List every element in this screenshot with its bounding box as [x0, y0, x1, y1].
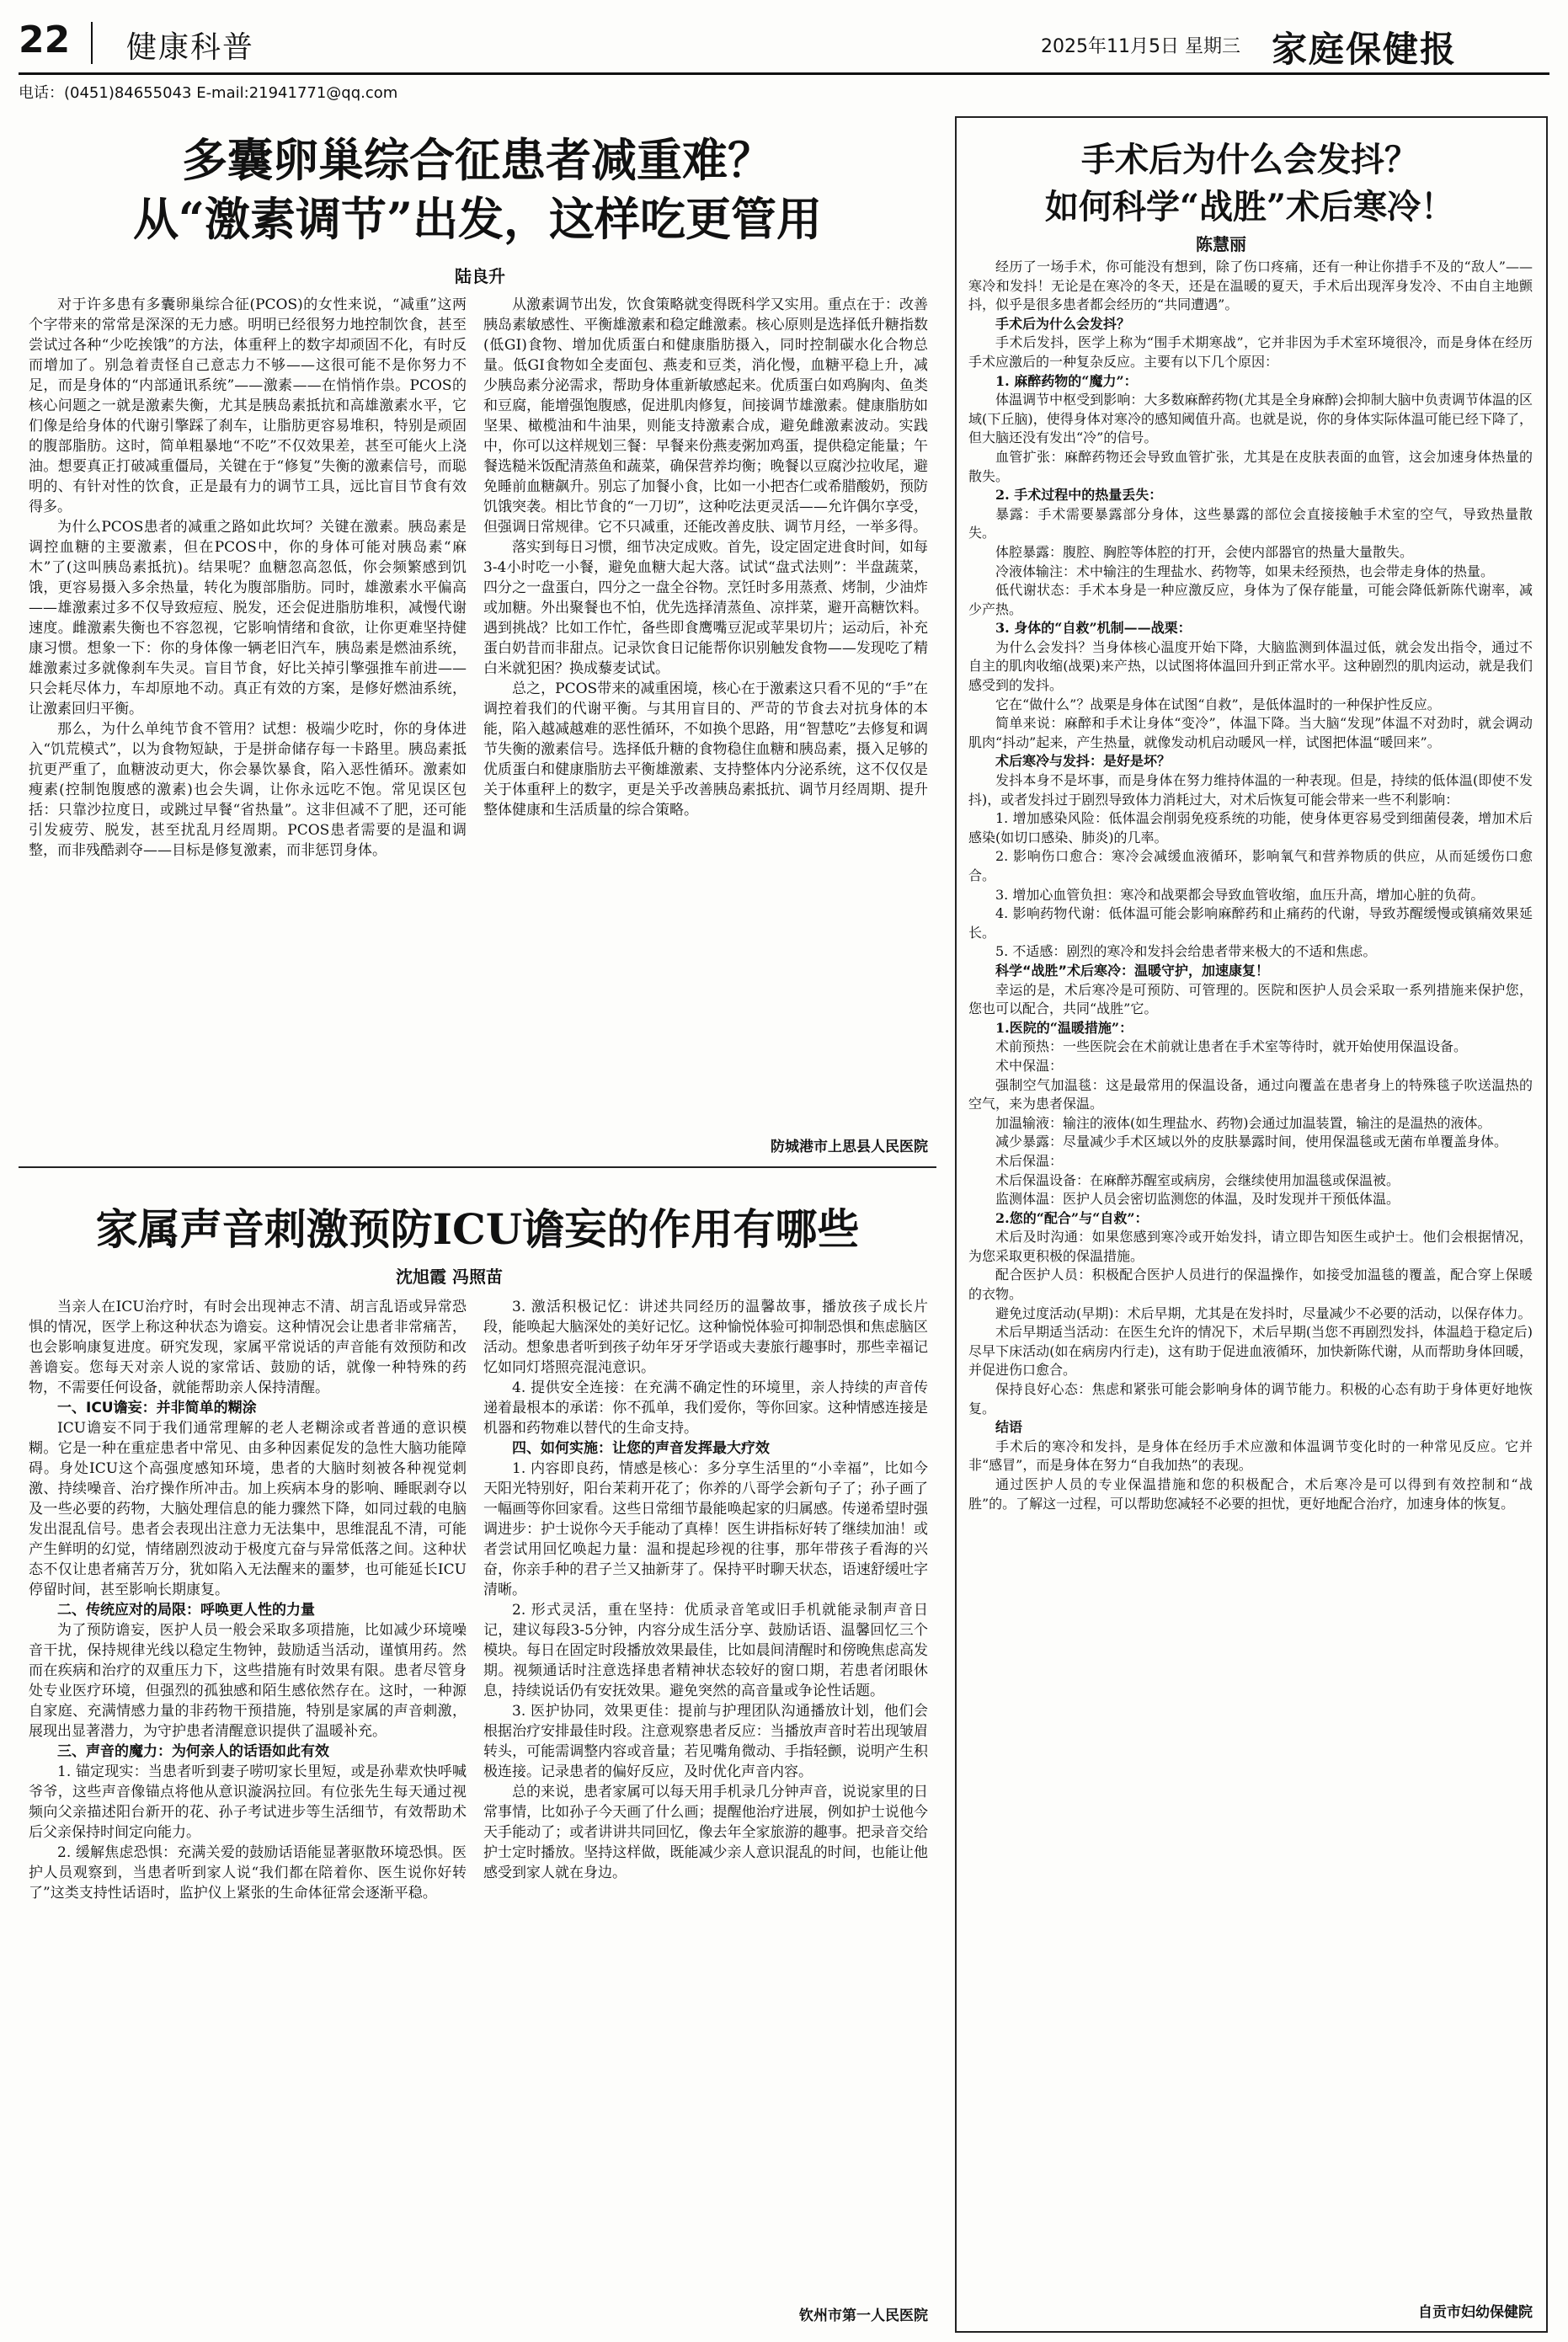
- header-rule: [19, 72, 1549, 75]
- article2-column-2: [483, 1297, 928, 2303]
- paragraph: 手术后的寒冷和发抖，是身体在经历手术应激和体温调节变化时的一种常见反应。它并非“感冒”，而是身体在努力“自我加热”的表现。: [968, 1438, 1533, 1474]
- article1-title-line2: 从“激素调节”出发，这样吃更管用: [132, 192, 823, 246]
- paragraph: 通过医护人员的专业保温措施和您的积极配合，术后寒冷是可以得到有效控制和“战胜”的。了解这一过程，可以帮助您减轻不必要的担忧，更好地配合治疗，加速身体的恢复。: [968, 1476, 1533, 1512]
- paragraph: 保持良好心态：焦虑和紧张可能会影响身体的调节能力。积极的心态有助于身体更好地恢复。: [968, 1381, 1533, 1416]
- paragraph: 1. 内容即良药，情感是核心：多分享生活里的“小幸福”，比如今天阳光特别好，阳台茉莉开花了；你养的八哥学会新句子了；孙子画了一幅画等你回家看。这些日常细节最能唤起家的归属感。传递希望时强调进步：护士说你今天手能动了真棒！医生讲指标好转了继续加油！或者尝试用回忆唤起力量：温和提起珍视的往事，那年带孩子看海的兴奋，你亲手种的君子兰又抽新芽了。保持平时聊天状态，语速舒缓吐字清晰。: [483, 1460, 928, 1598]
- article2-column-1: [29, 1297, 467, 2329]
- paragraph: 1. 锚定现实：当患者听到妻子唠叨家长里短，或是孙辈欢快呼喊爷爷，这些声音像锚点将他从意识漩涡拉回。有位张先生每天通过视频向父亲描述阳台新开的花、孙子考试进步等生活细节，有效帮助术后父亲保持时间定向能力。: [29, 1763, 467, 1841]
- article1-footer: [483, 1137, 928, 1159]
- paragraph: 为了预防谵妄，医护人员一般会采取多项措施，比如减少环境噪音干扰，保持规律光线以稳定生物钟，鼓励适当活动，谨慎用药。然而在疾病和治疗的双重压力下，这些措施有时效果有限。患者尽管身处专业医疗环境，但强烈的孤独感和陌生感依然存在。这时，一种源自家庭、充满情感力量的非药物干预措施，特别是家属的声音刺激，展现出显著潜力，为守护患者清醒意识提供了温暖补充。: [29, 1622, 467, 1740]
- article3-title-line2: 如何科学“战胜”术后寒冷！: [1044, 187, 1454, 227]
- paragraph: 监测体温：医护人员会密切监测您的体温，及时发现并干预低体温。: [995, 1191, 1400, 1208]
- subheading: 科学“战胜”术后寒冷：温暖守护，加速康复！: [995, 962, 1270, 979]
- paragraph: 术后早期适当活动：在医生允许的情况下，术后早期(当您不再剧烈发抖，体温趋于稳定后)尽早下床活动(如在病房内行走)，这有助于促进血液循环，加快新陈代谢，从而帮助身体回暖，并促进伤口愈合。: [968, 1324, 1533, 1379]
- paragraph: 强制空气加温毯：这是最常用的保温设备，通过向覆盖在患者身上的特殊毯子吹送温热的空气，来为患者保温。: [968, 1076, 1533, 1112]
- article-divider: [19, 1166, 936, 1168]
- paragraph: 对于许多患有多囊卵巢综合征(PCOS)的女性来说，“减重”这两个字带来的常常是深深的无力感。明明已经很努力地控制饮食，甚至尝试过各种“少吃挨饿”的方法，体重秤上的数字却顽固不化，有时反而增加了。别急着责怪自己意志力不够——这很可能不是你努力不足，而是身体的“内部通讯系统”——激素——在悄悄作祟。PCOS的核心问题之一就是激素失衡，尤其是胰岛素抵抗和高雄激素水平，它们像是给身体的代谢引擎踩了刹车，让脂肪更容易堆积，特别是顽固的腹部脂肪。这时，简单粗暴地“不吃”不仅效果差，甚至可能火上浇油。想要真正打破减重僵局，关键在于“修复”失衡的激素信号，而聪明的、有针对性的饮食，正是最有力的调节工具，远比盲目节食有效得多。: [29, 296, 467, 515]
- article3-organization: 自贡市妇幼保健院: [1418, 2304, 1533, 2321]
- article2-author: 沈旭霞 冯照苗: [396, 1267, 503, 1287]
- paragraph: 总的来说，患者家属可以每天用手机录几分钟声音，说说家里的日常事情，比如孙子今天画了什么画；提醒他治疗进展，例如护士说他今天手能动了；或者讲讲共同回忆，像去年全家旅游的趣事。把录音交给护士定时播放。坚持这样做，既能减少亲人意识混乱的时间，也能让他感受到家人就在身边。: [483, 1784, 928, 1881]
- article2-organization: 钦州市第一人民医院: [799, 2307, 928, 2324]
- subheading: 3. 身体的“自救”机制——战栗：: [995, 620, 1192, 637]
- paragraph: 简单来说：麻醉和手术让身体“变冷”，体温下降。当大脑“发现”体温不对劲时，就会调动肌肉“抖动”起来，产生热量，就像发动机启动暖风一样，试图把体温“暖回来”。: [968, 715, 1533, 750]
- paragraph: 总之，PCOS带来的减重困境，核心在于激素这只看不见的“手”在调控着我们的代谢平衡。与其用盲目的、严苛的节食去对抗身体的本能，陷入越减越难的恶性循环，不如换个思路，用“智慧吃”去修复和调节失衡的激素信号。选择低升糖的食物稳住血糖和胰岛素，摄入足够的优质蛋白和健康脂肪去平衡雄激素、支持整体内分泌系统，这不仅仅是关于体重秤上的数字，更是关乎改善胰岛素抵抗、调节月经周期、提升整体健康和生活质量的综合策略。: [483, 680, 928, 819]
- subheading: 四、如何实施：让您的声音发挥最大疗效: [512, 1440, 770, 1457]
- paragraph: 血管扩张：麻醉药物还会导致血管扩张，尤其是在皮肤表面的血管，这会加速身体热量的散失。: [968, 448, 1533, 484]
- article1-organization: 防城港市上思县人民医院: [771, 1139, 928, 1155]
- contact-line: 电话：(0451)84655043 E-mail:21941771@qq.com: [19, 84, 398, 102]
- subheading: 2. 手术过程中的热量丢失：: [995, 487, 1163, 504]
- article2-title: 家属声音刺激预防ICU谵妄的作用有哪些: [95, 1204, 860, 1254]
- paragraph: 2. 缓解焦虑恐惧：充满关爱的鼓励话语能显著驱散环境恐惧。医护人员观察到，当患者听到家人说“我们都在陪着你、医生说你好转了”这类支持性话语时，监护仪上紧张的生命体征常会逐渐平稳。: [29, 1844, 467, 1902]
- paragraph: 手术后发抖，医学上称为“围手术期寒战”，它并非因为手术室环境很冷，而是身体在经历手术应激后的一种复杂反应。主要有以下几个原因：: [968, 334, 1533, 370]
- paragraph: 3. 医护协同，效果更佳：提前与护理团队沟通播放计划，他们会根据治疗安排最佳时段。注意观察患者反应：当播放声音时若出现皱眉转头，可能需调整内容或音量；若见嘴角微动、手指轻颤，说明产生积极连接。记录患者的偏好反应，及时优化声音内容。: [483, 1703, 928, 1780]
- issue-date: 2025年11月5日 星期三: [1041, 36, 1240, 57]
- article1-title-line1: 多囊卵巢综合征患者减重难？: [182, 133, 773, 187]
- paragraph: 4. 影响药物代谢：低体温可能会影响麻醉药和止痛药的代谢，导致苏醒缓慢或镇痛效果延长。: [968, 905, 1533, 941]
- paragraph: 幸运的是，术后寒冷是可预防、可管理的。医院和医护人员会采取一系列措施来保护您，您也可以配合，共同“战胜”它。: [968, 981, 1533, 1017]
- article1-column-2: [483, 295, 928, 1137]
- paragraph: 1. 增加感染风险：低体温会削弱免疫系统的功能，使身体更容易受到细菌侵袭，增加术后感染(如切口感染、肺炎)的几率。: [968, 810, 1533, 846]
- paragraph: 那么，为什么单纯节食不管用？试想：极端少吃时，你的身体进入“饥荒模式”，以为食物短缺，于是拼命储存每一卡路里。胰岛素抵抗更严重了，血糖波动更大，你会暴饮暴食，陷入恶性循环。激素如瘦素(控制饱腹感的激素)也会失调，让你永远吃不饱。常见误区包括：只靠沙拉度日，或跳过早餐“省热量”。这非但减不了肥，还可能引发疲劳、脱发，甚至扰乱月经周期。PCOS患者需要的是温和调整，而非残酷剥夺——目标是修复激素，而非惩罚身体。: [29, 721, 467, 859]
- subheading: 结语: [995, 1419, 1023, 1436]
- subheading: 手术后为什么会发抖？: [995, 315, 1131, 332]
- paragraph: 5. 不适感：剧烈的寒冷和发抖会给患者带来极大的不适和焦虑。: [995, 943, 1377, 960]
- paragraph: 体腔暴露：腹腔、胸腔等体腔的打开，会使内部器官的热量大量散失。: [995, 543, 1414, 560]
- paragraph: 术中保温：: [995, 1057, 1064, 1074]
- article2-footer: [483, 2306, 928, 2328]
- paragraph: 配合医护人员：积极配合医护人员进行的保温操作，如接受加温毯的覆盖，配合穿上保暖的衣物。: [968, 1267, 1533, 1303]
- subheading: 三、声音的魔力：为何亲人的话语如此有效: [57, 1743, 329, 1760]
- header-divider: [91, 22, 93, 64]
- article3-footer: [968, 2302, 1533, 2324]
- paragraph: 经历了一场手术，你可能没有想到，除了伤口疼痛，还有一种让你措手不及的“敌人”——寒冷和发抖！无论是在寒冷的冬天，还是在温暖的夏天，手术后出现浑身发冷、不由自主地颤抖，似乎是很多患者都会经历的“共同遭遇”。: [968, 259, 1533, 313]
- article3-title-line1: 手术后为什么会发抖？: [1081, 140, 1418, 179]
- subheading: 2.您的“配合”与“自救”：: [995, 1209, 1149, 1226]
- paragraph: 术后保温设备：在麻醉苏醒室或病房，会继续使用加温毯或保温被。: [995, 1171, 1400, 1188]
- paragraph: 术后及时沟通：如果您感到寒冷或开始发抖，请立即告知医生或护士。他们会根据情况，为您采取更积极的保温措施。: [968, 1229, 1533, 1264]
- subheading: 二、传统应对的局限：呼唤更人性的力量: [57, 1602, 315, 1619]
- paragraph: 从激素调节出发，饮食策略就变得既科学又实用。重点在于：改善胰岛素敏感性、平衡雄激素和稳定雌激素。核心原则是选择低升糖指数(低GI)食物、增加优质蛋白和健康脂肪摄入，同时控制碳水化合物总量。低GI食物如全麦面包、燕麦和豆类，消化慢，血糖平稳上升，减少胰岛素分泌需求，帮助身体重新敏感起来。优质蛋白如鸡胸肉、鱼类和豆腐，能增强饱腹感，促进肌肉修复，间接调节雄激素。健康脂肪如坚果、橄榄油和牛油果，则能支持激素合成，避免雌激素波动。实践中，你可以这样规划三餐：早餐来份燕麦粥加鸡蛋，提供稳定能量；午餐选糙米饭配清蒸鱼和蔬菜，确保营养均衡；晚餐以豆腐沙拉收尾，避免睡前血糖飙升。别忘了加餐小食，比如一小把杏仁或希腊酸奶，预防饥饿突袭。相比节食的“一刀切”，这种吃法更灵活——允许偶尔享受，但强调日常规律。它不只减重，还能改善皮肤、调节月经，一举多得。: [483, 296, 928, 536]
- paragraph: 为什么会发抖？当身体核心温度开始下降，大脑监测到体温过低，就会发出指令，通过不自主的肌肉收缩(战栗)来产热，以试图将体温回升到正常水平。这种剧烈的肌肉运动，就是我们感受到的发抖。: [968, 638, 1533, 694]
- paragraph: 体温调节中枢受到影响：大多数麻醉药物(尤其是全身麻醉)会抑制大脑中负责调节体温的区域(下丘脑)，使得身体对寒冷的感知阈值升高。也就是说，你的身体实际体温可能已经下降了，但大脑还没有发出“冷”的信号。: [968, 392, 1533, 446]
- subheading: 一、ICU谵妄：并非简单的糊涂: [57, 1400, 257, 1416]
- paragraph: 术后保温：: [995, 1152, 1064, 1169]
- subheading: 术后寒冷与发抖：是好是坏？: [995, 753, 1171, 770]
- paragraph: 为什么PCOS患者的减重之路如此坎坷？关键在激素。胰岛素是调控血糖的主要激素，但在PCOS中，你的身体可能对胰岛素“麻木”了(这叫胰岛素抵抗)。结果呢？血糖忽高忽低，你会频繁感到饥饿，更容易摄入多余热量，转化为腹部脂肪。同时，雄激素水平偏高——雄激素过多不仅导致痘痘、脱发，还会促进脂肪堆积，减慢代谢速度。雌激素失衡也不容忽视，它影响情绪和食欲，让你更难坚持健康习惯。想象一下：你的身体像一辆老旧汽车，胰岛素是燃油系统，雄激素过多就像刹车失灵。盲目节食，好比关掉引擎强推车前进——只会耗尽体力，车却原地不动。真正有效的方案，是修好燃油系统，让激素回归平衡。: [29, 519, 467, 718]
- paragraph: 3. 激活积极记忆：讲述共同经历的温馨故事，播放孩子成长片段，能唤起大脑深处的美好记忆。这种愉悦体验可抑制恐惧和焦虑脑区活动。想象患者听到孩子幼年牙牙学语或夫妻旅行趣事时，那些幸福记忆如同灯塔照亮混沌意识。: [483, 1299, 928, 1376]
- paragraph: 低代谢状态：手术本身是一种应激反应，身体为了保存能量，可能会降低新陈代谢率，减少产热。: [968, 582, 1533, 617]
- paragraph: 3. 增加心血管负担：寒冷和战栗都会导致血管收缩，血压升高，增加心脏的负荷。: [995, 886, 1485, 903]
- paragraph: 冷液体输注：术中输注的生理盐水、药物等，如果未经预热，也会带走身体的热量。: [995, 563, 1495, 579]
- subheading: 1. 麻醉药物的“魔力”：: [995, 372, 1138, 389]
- paragraph: ICU谵妄不同于我们通常理解的老人老糊涂或者普通的意识模糊。它是一种在重症患者中常见、由多种因素促发的急性大脑功能障碍。身处ICU这个高强度感知环境，患者的大脑时刻被各种视觉刺激、持续噪音、治疗操作所冲击。加上疾病本身的影响、睡眠剥夺以及一些必要的药物，大脑处理信息的能力骤然下降，如同过载的电脑发出混乱信号。患者会表现出注意力无法集中，思维混乱不清，可能产生鲜明的幻觉，情绪剧烈波动于极度亢奋与异常低落之间。这种状态不仅让患者痛苦万分，犹如陷入无法醒来的噩梦，也可能延长ICU停留时间，甚至影响长期康复。: [29, 1420, 467, 1598]
- subheading: 1.医院的“温暖措施”：: [995, 1019, 1133, 1036]
- section-name: 健康科普: [126, 30, 255, 65]
- paragraph: 4. 提供安全连接：在充满不确定性的环境里，亲人持续的声音传递着最根本的承诺：你不孤单，我们爱你，等你回家。这种情感连接是机器和药物难以替代的生命支持。: [483, 1379, 928, 1437]
- paragraph: 减少暴露：尽量减少手术区域以外的皮肤暴露时间，使用保温毯或无菌布单覆盖身体。: [995, 1134, 1508, 1150]
- article3-author: 陈慧丽: [1196, 234, 1246, 254]
- article3-body: [968, 258, 1533, 2300]
- article1-column-1: [29, 295, 467, 1154]
- paragraph: 它在“做什么”？战栗是身体在试图“自救”，是低体温时的一种保护性反应。: [995, 696, 1441, 712]
- paragraph: 术前预热：一些医院会在术前就让患者在手术室等待时，就开始使用保温设备。: [995, 1038, 1468, 1055]
- page-header: [0, 0, 1568, 71]
- paragraph: 当亲人在ICU治疗时，有时会出现神志不清、胡言乱语或异常恐惧的情况，医学上称这种状态为谵妄。这种情况会让患者非常痛苦，也会影响康复进度。研究发现，家属平常说话的声音能有效预防和改善谵妄。您每天对亲人说的家常话、鼓励的话，就像一种特殊的药物，不需要任何设备，就能帮助亲人保持清醒。: [29, 1299, 467, 1396]
- page-number: 22: [19, 19, 71, 61]
- paragraph: 发抖本身不是坏事，而是身体在努力维持体温的一种表现。但是，持续的低体温(即使不发抖)，或者发抖过于剧烈导致体力消耗过大，对术后恢复可能会带来一些不利影响：: [968, 772, 1533, 808]
- newspaper-name: 家庭保健报: [1272, 29, 1458, 70]
- paragraph: 避免过度活动(早期)：术后早期，尤其是在发抖时，尽量减少不必要的活动，以保存体力。: [995, 1304, 1532, 1321]
- paragraph: 2. 影响伤口愈合：寒冷会减缓血液循环，影响氧气和营养物质的供应，从而延缓伤口愈合。: [968, 848, 1533, 883]
- paragraph: 暴露：手术需要暴露部分身体，这些暴露的部位会直接接触手术室的空气，导致热量散失。: [968, 505, 1533, 541]
- paragraph: 加温输液：输注的液体(如生理盐水、药物)会通过加温装置，输注的是温热的液体。: [995, 1114, 1491, 1131]
- paragraph: 2. 形式灵活，重在坚持：优质录音笔或旧手机就能录制声音日记，建议每段3-5分钟，内容分成生活分享、鼓励话语、温馨回忆三个模块。每日在固定时段播放效果最佳，比如晨间清醒时和傍晚焦虑高发期。视频通话时注意选择患者精神状态较好的窗口期，若患者闭眼休息，持续说话仍有安抚效果。避免突然的高音量或争论性话题。: [483, 1602, 928, 1699]
- article1-author: 陆良升: [455, 266, 505, 286]
- paragraph: 落实到每日习惯，细节决定成败。首先，设定固定进食时间，如每3-4小时吃一小餐，避免血糖大起大落。试试“盘式法则”：半盘蔬菜，四分之一盘蛋白，四分之一盘全谷物。烹饪时多用蒸煮、烤制，少油炸或加糖。外出聚餐也不怕，优先选择清蒸鱼、凉拌菜，避开高糖饮料。遇到挑战？比如工作忙，备些即食鹰嘴豆泥或苹果切片；运动后，补充蛋白奶昔而非甜点。记录饮食日记能帮你识别触发食物——发现吃了精白米就犯困？换成藜麦试试。: [483, 539, 928, 677]
